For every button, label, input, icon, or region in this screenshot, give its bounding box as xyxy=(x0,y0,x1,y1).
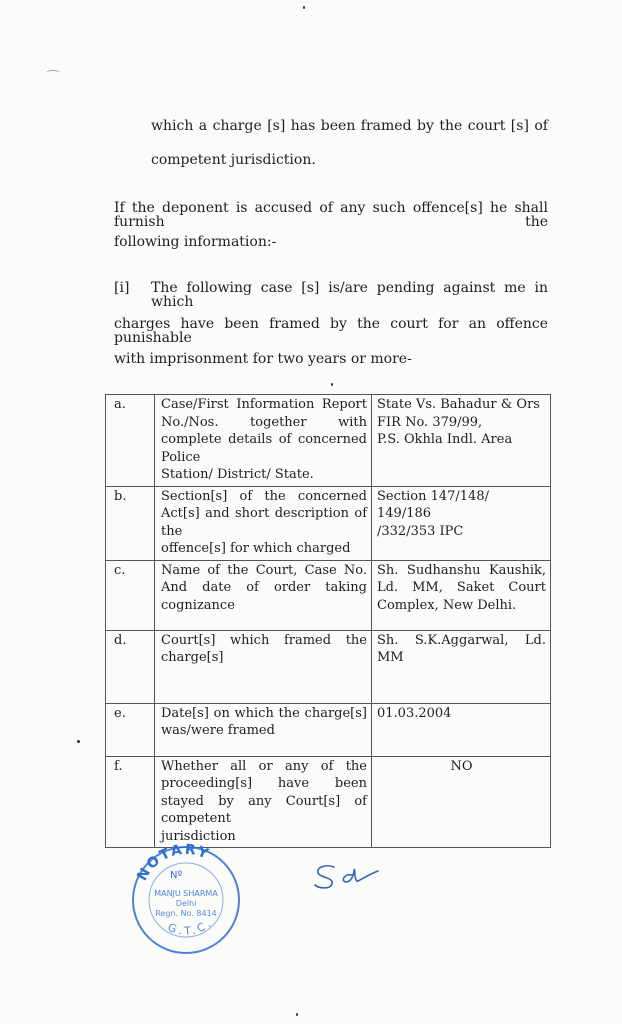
row-label: e. xyxy=(106,703,155,756)
paragraph-1-line-2: competent jurisdiction. xyxy=(151,152,316,168)
notary-stamp xyxy=(126,842,250,954)
paragraph-3-line-3: with imprisonment for two years or more- xyxy=(114,351,412,367)
scan-speck xyxy=(331,383,333,386)
stamp-bottom-text: G.T.C. xyxy=(165,915,216,938)
scan-speck xyxy=(77,740,80,743)
case-details-table xyxy=(105,394,551,848)
row-description: Whether all or any of the proceeding[s] have been stayed by any Court[s] of competent jurisdiction xyxy=(155,756,372,848)
signature xyxy=(312,861,382,893)
paragraph-3-marker: [i] xyxy=(114,280,130,296)
table-row-f xyxy=(106,756,551,848)
table-row-b xyxy=(106,486,551,560)
row-label: c. xyxy=(106,560,155,630)
row-value: 01.03.2004 xyxy=(372,703,551,756)
table-row-d xyxy=(106,630,551,703)
table-row-c xyxy=(106,560,551,630)
paragraph-2-line-2: following information:- xyxy=(114,234,277,250)
row-description: Name of the Court, Case No. And date of order taking cognizance xyxy=(155,560,372,630)
scan-speck xyxy=(303,6,305,9)
row-description: Court[s] which framed the charge[s] xyxy=(155,630,372,703)
row-value: NO xyxy=(372,756,551,848)
row-label: f. xyxy=(106,756,155,848)
stamp-emblem: Nº xyxy=(170,870,183,881)
paragraph-3-line-1: The following case [s] is/are pending against me in which xyxy=(151,280,548,310)
row-value: Section 147/148/ 149/186 /332/353 IPC xyxy=(372,486,551,560)
stamp-name: MANJU SHARMA xyxy=(154,889,218,898)
paragraph-1-line-1: which a charge [s] has been framed by the court [s] of xyxy=(151,118,548,134)
row-description: Case/First Information Report No./Nos. together with complete details of concerned Police Station/ District/ State. xyxy=(155,395,372,487)
scan-mark xyxy=(46,70,60,76)
stamp-regn: Regn. No. 8414 xyxy=(155,909,217,918)
paragraph-2-line-1: If the deponent is accused of any such offence[s] he shall furnish the xyxy=(114,200,548,230)
row-label: d. xyxy=(106,630,155,703)
row-description: Section[s] of the concerned Act[s] and short description of the offence[s] for which charged xyxy=(155,486,372,560)
row-label: b. xyxy=(106,486,155,560)
table-row-e xyxy=(106,703,551,756)
stamp-top-text: NOTARY xyxy=(134,842,213,884)
row-label: a. xyxy=(106,395,155,487)
paragraph-3-line-2: charges have been framed by the court for an offence punishable xyxy=(114,316,548,346)
scan-speck xyxy=(296,1013,298,1016)
table-row-a xyxy=(106,395,551,487)
row-description: Date[s] on which the charge[s] was/were framed xyxy=(155,703,372,756)
row-value: Sh. S.K.Aggarwal, Ld. MM xyxy=(372,630,551,703)
stamp-city: Delhi xyxy=(175,899,197,908)
row-value: State Vs. Bahadur & Ors FIR No. 379/99, P.S. Okhla Indl. Area xyxy=(372,395,551,487)
row-value: Sh. Sudhanshu Kaushik, Ld. MM, Saket Court Complex, New Delhi. xyxy=(372,560,551,630)
